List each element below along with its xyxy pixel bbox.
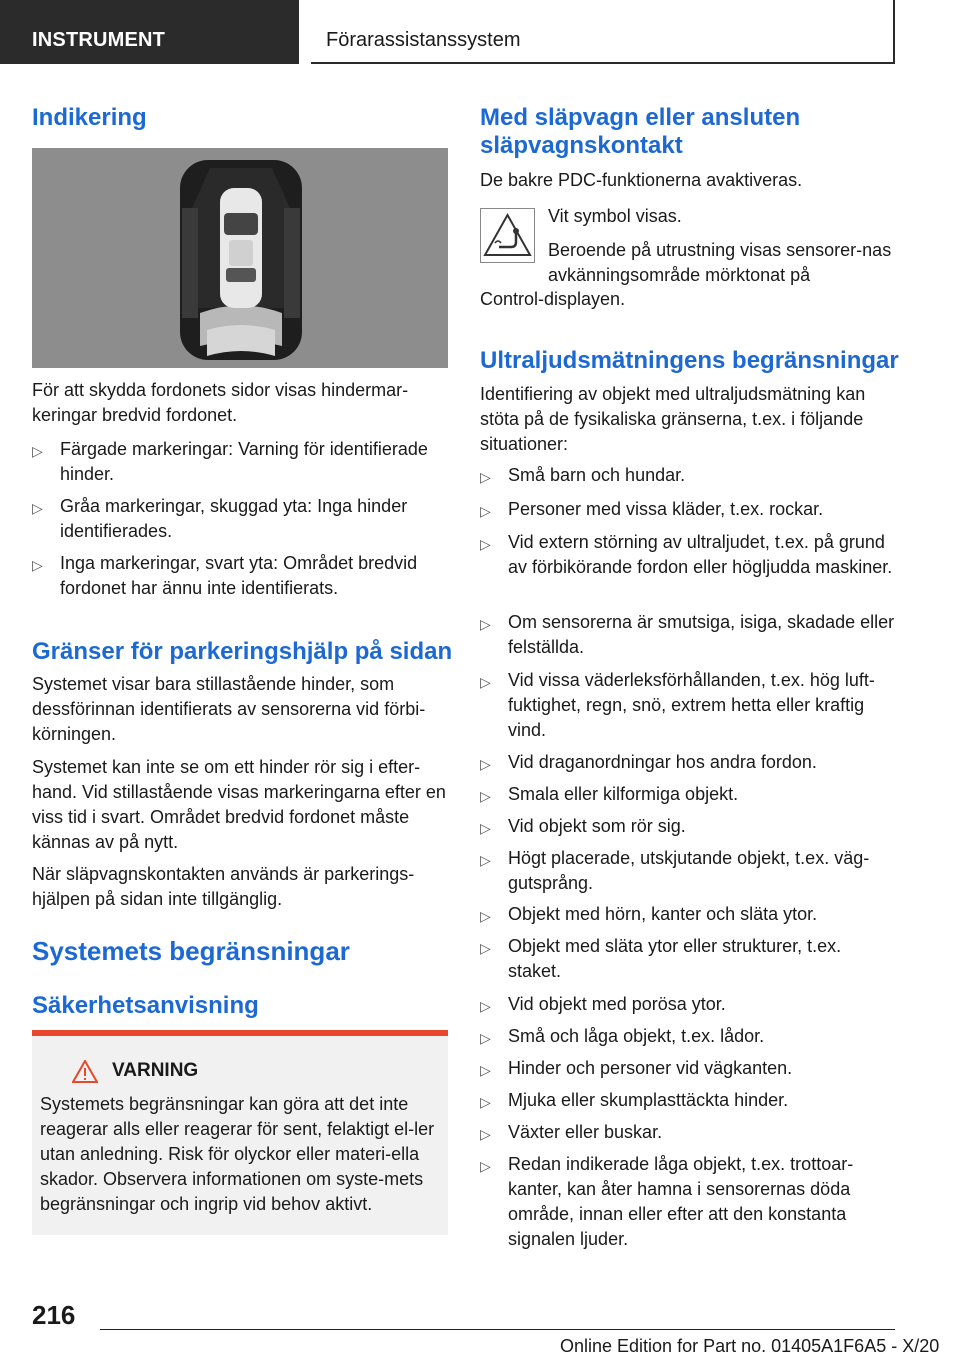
page-number: 216: [32, 1300, 76, 1330]
triangle-bullet-icon: ▷: [480, 536, 491, 552]
list-item-text: Vid extern störning av ultraljudet, t.ex. på grund av förbikörande fordon eller högljudda maskiner.: [508, 532, 893, 577]
list-item: [32, 551, 448, 601]
granser-paragraph-1: Systemet visar bara stillastående hinder, som dessförinnan identifierats av sensorerna vid förbi-körningen.: [32, 674, 426, 744]
list-item-text: Vid objekt som rör sig.: [508, 816, 686, 836]
slap-paragraph-1: De bakre PDC-funktionerna avaktiveras.: [480, 170, 803, 190]
list-item: [480, 992, 896, 1017]
triangle-bullet-icon: ▷: [480, 756, 491, 772]
triangle-bullet-icon: ▷: [480, 469, 491, 485]
triangle-bullet-icon: ▷: [480, 940, 491, 956]
list-item: [32, 494, 448, 544]
heading-systemets-begransningar: Systemets begränsningar: [32, 936, 350, 966]
list-item-text: Inga markeringar, svart yta: Området bredvid fordonet har ännu inte identifierats.: [60, 553, 418, 598]
triangle-bullet-icon: ▷: [32, 557, 43, 573]
triangle-bullet-icon: ▷: [480, 820, 491, 836]
list-item: [480, 668, 896, 743]
slap-paragraph-2: Vit symbol visas.: [548, 206, 682, 226]
list-item-text: Vid draganordningar hos andra fordon.: [508, 752, 817, 772]
heading-indikering: Indikering: [32, 104, 147, 131]
list-item-text: Mjuka eller skumplasttäckta hinder.: [508, 1090, 789, 1110]
list-item: [480, 1056, 896, 1081]
warning-title: VARNING: [112, 1060, 199, 1081]
triangle-bullet-icon: ▷: [480, 1030, 491, 1046]
list-item-text: Hinder och personer vid vägkanten.: [508, 1058, 793, 1078]
warning-text: Systemets begränsningar kan göra att det inte reagerar alls eller reagerar för sent, felaktigt el-ler utan anledning. Risk för olyckor eller materi-ella skador. Observera informationen om syste-mets begränsningar och ingrip vid behov aktivt.: [40, 1094, 435, 1214]
list-item-text: Vid objekt med porösa ytor.: [508, 994, 726, 1014]
trailer-symbol-box: [480, 208, 535, 263]
warning-box: [32, 1030, 448, 1235]
triangle-bullet-icon: ▷: [480, 1062, 491, 1078]
list-item: [480, 934, 896, 984]
list-item-text: Färgade markeringar: Varning för identifierade hinder.: [60, 439, 428, 484]
footer-rule: [100, 1329, 895, 1330]
heading-granser: Gränser för parkeringshjälp på sidan: [32, 638, 453, 665]
granser-paragraph-2: Systemet kan inte se om ett hinder rör sig i efter-hand. Vid stillastående visas markeringarna efter en viss tid i svart. Området bredvid fordonet måste kännas av på nytt.: [32, 757, 446, 852]
triangle-bullet-icon: ▷: [480, 908, 491, 924]
footer-edition: Online Edition for Part no. 01405A1F6A5 - X/20: [560, 1336, 940, 1356]
list-item: [480, 814, 896, 839]
list-item-text: Objekt med hörn, kanter och släta ytor.: [508, 904, 818, 924]
triangle-bullet-icon: ▷: [480, 1126, 491, 1142]
header-chapter-box: [311, 0, 895, 64]
list-item: [480, 1152, 896, 1252]
list-item-text: Redan indikerade låga objekt, t.ex. trottoar-kanter, kan åter hamna i sensorernas döda område, innan eller efter att den konstanta signalen ljuder.: [508, 1154, 854, 1249]
trailer-sensor-icon: [481, 209, 534, 262]
list-item: [480, 1024, 896, 1049]
list-item-text: Små barn och hundar.: [508, 465, 686, 485]
list-item: [480, 782, 896, 807]
header-chapter-label: Förarassistanssystem: [326, 29, 521, 51]
parking-assist-illustration: [32, 148, 448, 368]
slap-paragraph-3b: Control-displayen.: [480, 289, 626, 309]
list-item: [480, 497, 896, 522]
triangle-bullet-icon: ▷: [32, 500, 43, 516]
slap-paragraph-3a: Beroende på utrustning visas sensorer-nas avkänningsområde mörktonat på: [548, 240, 892, 285]
triangle-bullet-icon: ▷: [480, 616, 491, 632]
list-item-text: Växter eller buskar.: [508, 1122, 663, 1142]
granser-paragraph-3: När släpvagnskontakten används är parkerings-hjälpen på sidan inte tillgänglig.: [32, 864, 415, 909]
heading-ultraljud: Ultraljudsmätningens begränsningar: [480, 347, 899, 374]
list-item-text: Gråa markeringar, skuggad yta: Inga hinder identifierades.: [60, 496, 408, 541]
list-item: [480, 902, 896, 927]
warning-bar: [32, 1030, 448, 1036]
list-item-text: Smala eller kilformiga objekt.: [508, 784, 739, 804]
list-item-text: Objekt med släta ytor eller strukturer, t.ex. staket.: [508, 936, 842, 981]
triangle-bullet-icon: ▷: [480, 674, 491, 690]
list-item-text: Högt placerade, utskjutande objekt, t.ex. väg-gutsprång.: [508, 848, 870, 893]
heading-sakerhetsanvisning: Säkerhetsanvisning: [32, 992, 259, 1019]
warning-triangle-icon: [72, 1060, 98, 1083]
figure-caption: För att skydda fordonets sidor visas hindermar-keringar bredvid fordonet.: [32, 380, 409, 425]
triangle-bullet-icon: ▷: [32, 443, 43, 459]
ultra-paragraph: Identifiering av objekt med ultraljudsmätning kan stöta på de fysikaliska gränserna, t.ex. i följande situationer:: [480, 384, 866, 454]
triangle-bullet-icon: ▷: [480, 503, 491, 519]
list-item: [32, 437, 448, 487]
header-section-tab: [0, 0, 299, 64]
list-item-text: Vid vissa väderleksförhållanden, t.ex. hög luft-fuktighet, regn, snö, extrem hetta eller kraftig vind.: [508, 670, 875, 740]
list-item: [480, 610, 896, 660]
list-item-text: Personer med vissa kläder, t.ex. rockar.: [508, 499, 824, 519]
list-item: [480, 463, 896, 488]
list-item-text: Om sensorerna är smutsiga, isiga, skadade eller felställda.: [508, 612, 895, 657]
list-item: [480, 1088, 896, 1113]
list-item: [480, 530, 896, 580]
list-item: [480, 846, 896, 896]
triangle-bullet-icon: ▷: [480, 788, 491, 804]
header-section-label: INSTRUMENT: [32, 29, 166, 51]
list-item: [480, 750, 896, 775]
triangle-bullet-icon: ▷: [480, 1094, 491, 1110]
triangle-bullet-icon: ▷: [480, 852, 491, 868]
triangle-bullet-icon: ▷: [480, 1158, 491, 1174]
list-item: [480, 1120, 896, 1145]
heading-slapvagn: Med släpvagn eller ansluten släpvagnskontakt: [480, 104, 801, 159]
triangle-bullet-icon: ▷: [480, 998, 491, 1014]
list-item-text: Små och låga objekt, t.ex. lådor.: [508, 1026, 765, 1046]
parking-assist-figure: [32, 148, 448, 368]
